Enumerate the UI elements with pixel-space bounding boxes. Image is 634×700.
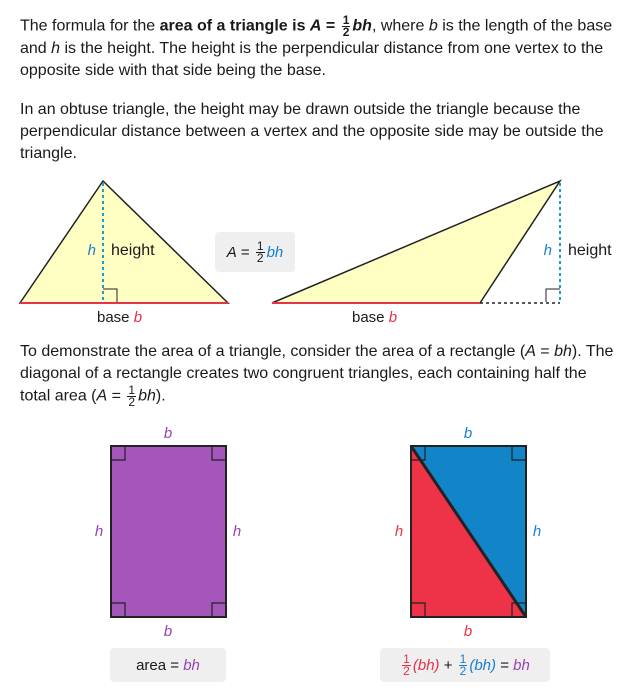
formula-fraction-den: 2 xyxy=(256,250,264,265)
sum-fraction-red-num: 1 xyxy=(403,651,410,666)
rectangle-note-paragraph xyxy=(20,341,620,408)
sum-fraction-blue xyxy=(459,651,468,678)
intro-var-h: h xyxy=(51,40,61,57)
split-rect-bottom-label: b xyxy=(463,623,473,640)
formula-fraction xyxy=(256,238,265,265)
purple-rectangle-diagram xyxy=(95,425,241,640)
obtuse-triangle-right-angle-mark xyxy=(546,289,560,302)
rect-note-text: = xyxy=(535,343,555,360)
purple-rect-top-label: b xyxy=(163,425,173,442)
intro-var-a: A xyxy=(309,17,322,35)
rect-note-var-a: A xyxy=(96,387,108,405)
intro-text: is the length of the base and xyxy=(20,17,613,57)
split-rect-top-label: b xyxy=(463,425,473,442)
intro-equals: = xyxy=(321,17,340,35)
area-label: area = xyxy=(136,656,184,674)
formula-fraction-num: 1 xyxy=(256,238,264,253)
sum-fraction-blue-den: 2 xyxy=(459,663,467,678)
obtuse-base-label: base b xyxy=(352,309,398,326)
sum-result: bh xyxy=(513,656,530,674)
sum-term-blue: (bh) xyxy=(469,656,497,674)
rect-note-var-bh: bh xyxy=(138,387,156,405)
sum-term-red: (bh) xyxy=(412,656,440,674)
purple-rectangle xyxy=(111,446,226,617)
sum-box xyxy=(380,648,550,682)
acute-triangle-diagram xyxy=(20,181,228,326)
intro-var-b: b xyxy=(428,17,438,35)
obtuse-triangle-diagram xyxy=(272,181,612,326)
acute-base-label: base b xyxy=(97,309,143,326)
obtuse-triangle-shape xyxy=(272,181,560,303)
acute-height-label: height xyxy=(111,242,155,259)
rect-note-text: ). The diagonal of a rectangle creates two congruent triangles, each containing half the total area ( xyxy=(20,343,614,405)
area-box xyxy=(110,648,226,682)
sum-equals: = xyxy=(496,656,514,674)
obtuse-h-label: h xyxy=(543,242,552,259)
acute-h-label: h xyxy=(87,242,96,259)
intro-text: is the height. The height is the perpendicular distance from one vertex to the opposite side with that side being the base. xyxy=(20,40,604,79)
intro-fraction-den: 2 xyxy=(342,25,350,39)
formula-var-a: A xyxy=(226,243,237,261)
sum-fraction-red xyxy=(402,651,411,678)
rect-note-fraction-num: 1 xyxy=(128,383,136,397)
rect-note-text: = xyxy=(107,387,126,405)
purple-rect-left-label: h xyxy=(94,523,104,540)
intro-text: The formula for the xyxy=(20,17,160,35)
intro-var-bh: bh xyxy=(352,17,372,35)
purple-rect-right-label: h xyxy=(232,523,242,540)
area-var-bh: bh xyxy=(183,656,200,674)
rect-note-text: ). xyxy=(155,387,166,405)
sum-fraction-blue-num: 1 xyxy=(459,651,467,666)
rect-note-text: To demonstrate the area of a triangle, consider the area of a rectangle ( xyxy=(20,343,526,360)
formula-var-bh: bh xyxy=(266,243,284,261)
intro-bold-text: area of a triangle is xyxy=(159,17,310,35)
rect-note-fraction-den: 2 xyxy=(128,395,136,409)
split-rect-left-label: h xyxy=(394,523,404,540)
rect-note-var-bh: bh xyxy=(554,343,572,360)
split-rectangle-diagram xyxy=(395,425,541,640)
purple-rect-bottom-label: b xyxy=(163,623,173,640)
obtuse-note-paragraph: In an obtuse triangle, the height may be drawn outside the triangle because the perpendicular distance between a vertex and the opposite side may be outside the triangle. xyxy=(20,101,604,162)
sum-plus: + xyxy=(439,656,457,674)
obtuse-height-label: height xyxy=(568,242,612,259)
intro-text: , where xyxy=(371,17,429,35)
rect-note-var-a: A xyxy=(525,343,536,360)
sum-fraction-red-den: 2 xyxy=(403,663,410,678)
rect-note-fraction xyxy=(127,385,136,408)
split-rect-right-label: h xyxy=(532,523,542,540)
intro-fraction-num: 1 xyxy=(342,13,350,27)
formula-equals: = xyxy=(236,243,254,261)
formula-box xyxy=(215,232,295,272)
